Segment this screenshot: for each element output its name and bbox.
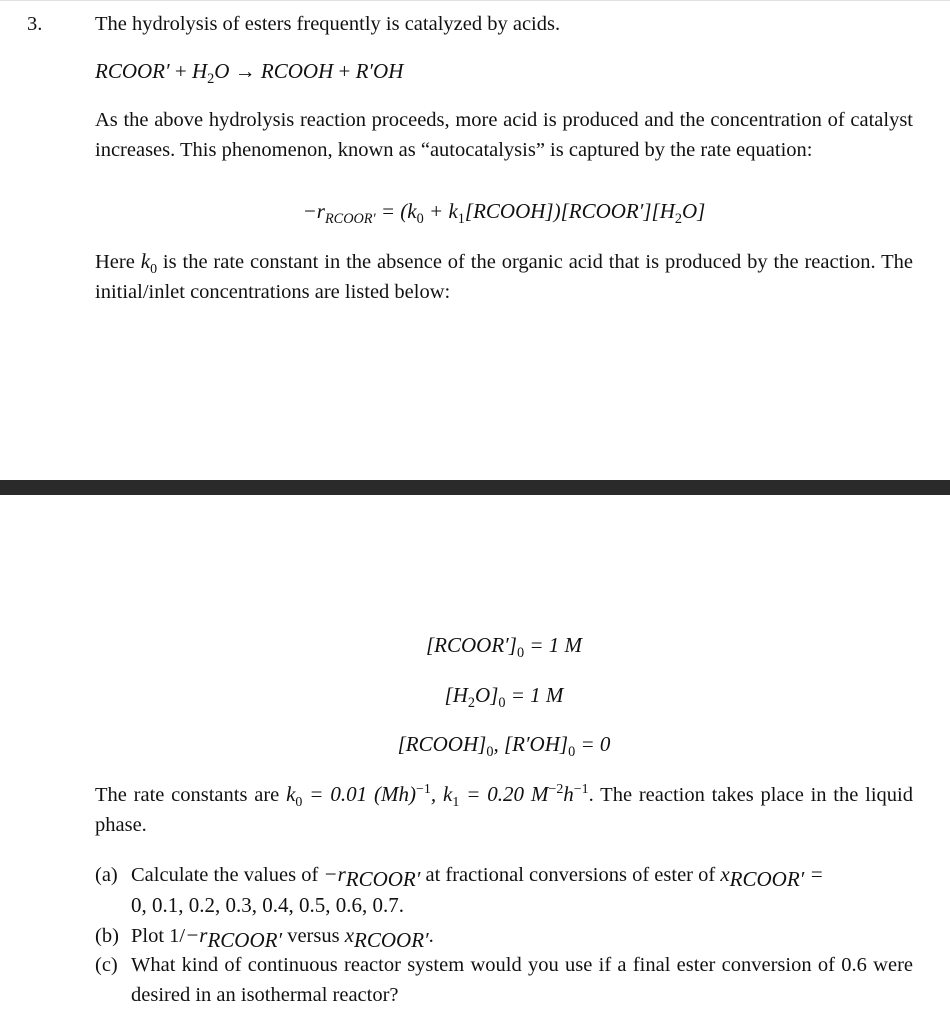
part-a-values: 0, 0.1, 0.2, 0.3, 0.4, 0.5, 0.6, 0.7. xyxy=(131,893,404,917)
problem-number: 3. xyxy=(27,13,43,35)
plus-sign: + xyxy=(174,59,187,83)
reactant-ester: RCOOR′ xyxy=(95,59,170,83)
part-c-label: (c) xyxy=(95,954,118,976)
reaction-equation: RCOOR′ + $H_2O$ → RCOOH + R′OH xyxy=(95,59,404,88)
initial-conc-water: $[H_2O]_0 = 1$ M xyxy=(444,683,564,712)
part-a: (a) Calculate the values of $-r_{RCOOR'}$ at fractional conversions of ester of $x_{RCOOR'}$ = 0, 0.1, 0.2, 0.3, 0.4, 0.5, 0.6, 0.7. xyxy=(95,859,913,920)
reaction-arrow: → xyxy=(234,59,256,83)
product-acid: RCOOH xyxy=(260,59,334,83)
page-separator xyxy=(0,480,950,495)
initial-conc-products: $[RCOOH]_0$, $[R'OH]_0 = 0$ xyxy=(397,732,611,761)
part-a-label: (a) xyxy=(95,864,118,886)
water-h: H xyxy=(191,59,208,83)
intro-text: The hydrolysis of esters frequently is catalyzed by acids. xyxy=(95,13,561,35)
initial-conc-ester: $[RCOOR']_0 = 1$ M xyxy=(426,633,582,662)
product-alcohol: R′OH xyxy=(355,59,404,83)
autocatalysis-paragraph: As the above hydrolysis reaction proceeds, more acid is produced and the concentration of catalyst increases. This phenomenon, known as “autocatalysis” is captured by the rate equation: xyxy=(95,109,913,161)
plus-sign: + xyxy=(338,59,351,83)
rate-equation: $-r_{RCOOR'} = (k_0$ + $k_1[RCOOH])[RCOOR'][H_2O]$ xyxy=(302,199,706,228)
part-b-label: (b) xyxy=(95,925,119,947)
part-c: (c) What kind of continuous reactor system would you use if a final ester conversion of 0.6 were desired in an isothermal reactor? xyxy=(95,950,913,1010)
rate-constants-paragraph: The rate constants are $k_0 = 0.01$ $(Mh)^{-1}$, $k_1 = 0.20$ $M^{-2}h^{-1}$. The reaction takes place in the liquid phase. xyxy=(95,782,913,836)
part-b: (b) Plot $1/-r_{RCOOR'}$ versus $x_{RCOOR'}$. xyxy=(95,923,434,953)
k0-paragraph: Here $k_0$ is the rate constant in the absence of the organic acid that is produced by the reaction. The initial/inlet concentrations are listed below: xyxy=(95,249,913,303)
